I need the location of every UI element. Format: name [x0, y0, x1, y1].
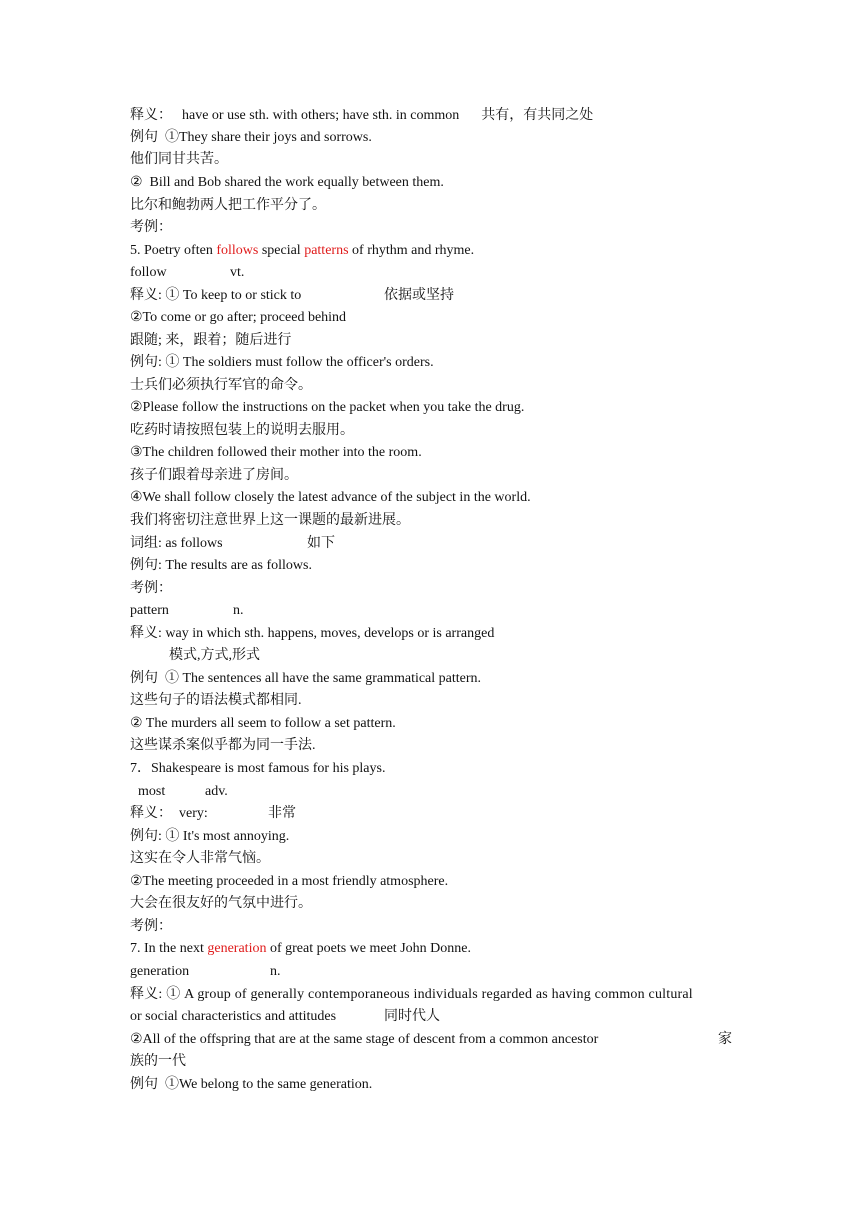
headword-line — [130, 963, 281, 981]
translation-line: 跟随; 来，跟着；随后进行 — [130, 333, 292, 348]
example-line: 例句: ① It's most annoying. — [130, 829, 290, 844]
highlight-follows: follows — [216, 243, 259, 258]
definition-english: 释义： very: — [130, 806, 208, 821]
definition-line — [130, 805, 296, 823]
definition-chinese: 依据或坚持 — [384, 288, 454, 303]
phrase-english: 词组: as follows — [130, 536, 223, 551]
definition-chinese: 同时代人 — [384, 1009, 440, 1024]
definition-line: 族的一代 — [130, 1054, 186, 1069]
definition-chinese: 非常 — [268, 806, 296, 821]
definition-english: 释义: ① To keep to or stick to — [130, 288, 302, 303]
part-of-speech: n. — [270, 964, 281, 979]
part-of-speech: adv. — [205, 784, 228, 799]
translation-line: 士兵们必须执行军官的命令。 — [130, 378, 312, 393]
exam-example-label: 考例： — [130, 220, 172, 235]
translation-line: 这些句子的语法模式都相同. — [130, 693, 302, 708]
example-line: ③The children followed their mother into the room. — [130, 445, 422, 460]
translation-line: 孩子们跟着母亲进了房间。 — [130, 468, 298, 483]
example-line: ②Please follow the instructions on the packet when you take the drug. — [130, 400, 525, 415]
sentence-text: of great poets we meet John Donne. — [266, 941, 471, 956]
phrase-chinese: 如下 — [307, 536, 335, 551]
example-line: 例句 ①They share their joys and sorrows. — [130, 130, 372, 145]
translation-line: 大会在很友好的气氛中进行。 — [130, 896, 312, 911]
headword: follow — [130, 265, 167, 280]
part-of-speech: vt. — [230, 265, 245, 280]
definition-line — [130, 107, 593, 125]
example-line: ② Bill and Bob shared the work equally between them. — [130, 175, 444, 190]
definition-chinese: 共有，有共同之处 — [481, 108, 594, 123]
example-line: ④We shall follow closely the latest advance of the subject in the world. — [130, 490, 531, 505]
example-line: ②The meeting proceeded in a most friendly atmosphere. — [130, 874, 449, 889]
translation-line: 我们将密切注意世界上这一课题的最新进展。 — [130, 513, 410, 528]
sentence-text: 7. In the next — [130, 941, 208, 956]
definition-line: 释义: way in which sth. happens, moves, develops or is arranged — [130, 626, 495, 641]
headword-line — [130, 783, 228, 801]
highlight-generation: generation — [207, 941, 267, 956]
definition-english: have or use sth. with others; have sth. in common — [182, 108, 460, 123]
headword: generation — [130, 964, 190, 979]
exam-example-label: 考例： — [130, 581, 172, 596]
phrase-line — [130, 535, 335, 553]
headword-line — [130, 264, 245, 282]
headword: pattern — [130, 603, 169, 618]
definition-english: or social characteristics and attitudes — [130, 1009, 337, 1024]
sentence-text: 5. Poetry often — [130, 243, 217, 258]
example-line: 例句 ① The sentences all have the same grammatical pattern. — [130, 671, 482, 686]
translation-line: 这实在令人非常气恼。 — [130, 851, 270, 866]
part-of-speech: n. — [233, 603, 244, 618]
definition-chinese: 模式,方式,形式 — [169, 648, 260, 663]
sentence-text: of rhythm and rhyme. — [348, 243, 475, 258]
example-line: 例句 ①We belong to the same generation. — [130, 1077, 373, 1092]
sentence-heading — [130, 242, 474, 260]
exam-example-label: 考例： — [130, 919, 172, 934]
sentence-text: special — [258, 243, 305, 258]
highlight-patterns: patterns — [304, 243, 349, 258]
sentence-heading: 7．Shakespeare is most famous for his plays. — [130, 761, 386, 776]
definition-line — [130, 1008, 440, 1026]
example-line: 例句: ① The soldiers must follow the officer's orders. — [130, 355, 434, 370]
definition-line — [130, 287, 454, 305]
definition-label: 释义： — [130, 108, 172, 123]
definition-line — [130, 1031, 732, 1049]
definition-english: ②All of the offspring that are at the same stage of descent from a common ancestor — [130, 1032, 599, 1047]
headword: most — [138, 784, 166, 799]
headword-line — [130, 602, 244, 620]
translation-line: 这些谋杀案似乎都为同一手法. — [130, 738, 316, 753]
translation-line: 吃药时请按照包装上的说明去服用。 — [130, 423, 354, 438]
definition-line: ②To come or go after; proceed behind — [130, 310, 347, 325]
example-line: 例句: The results are as follows. — [130, 558, 312, 573]
sentence-heading — [130, 940, 471, 958]
definition-line: 释义: ① A group of generally contemporaneous individuals regarded as having common cultural — [130, 987, 693, 1002]
example-line: ② The murders all seem to follow a set pattern. — [130, 716, 396, 731]
translation-line: 他们同甘共苦。 — [130, 152, 228, 167]
translation-line: 比尔和鲍勃两人把工作平分了。 — [130, 198, 326, 213]
definition-chinese: 家 — [718, 1032, 732, 1047]
